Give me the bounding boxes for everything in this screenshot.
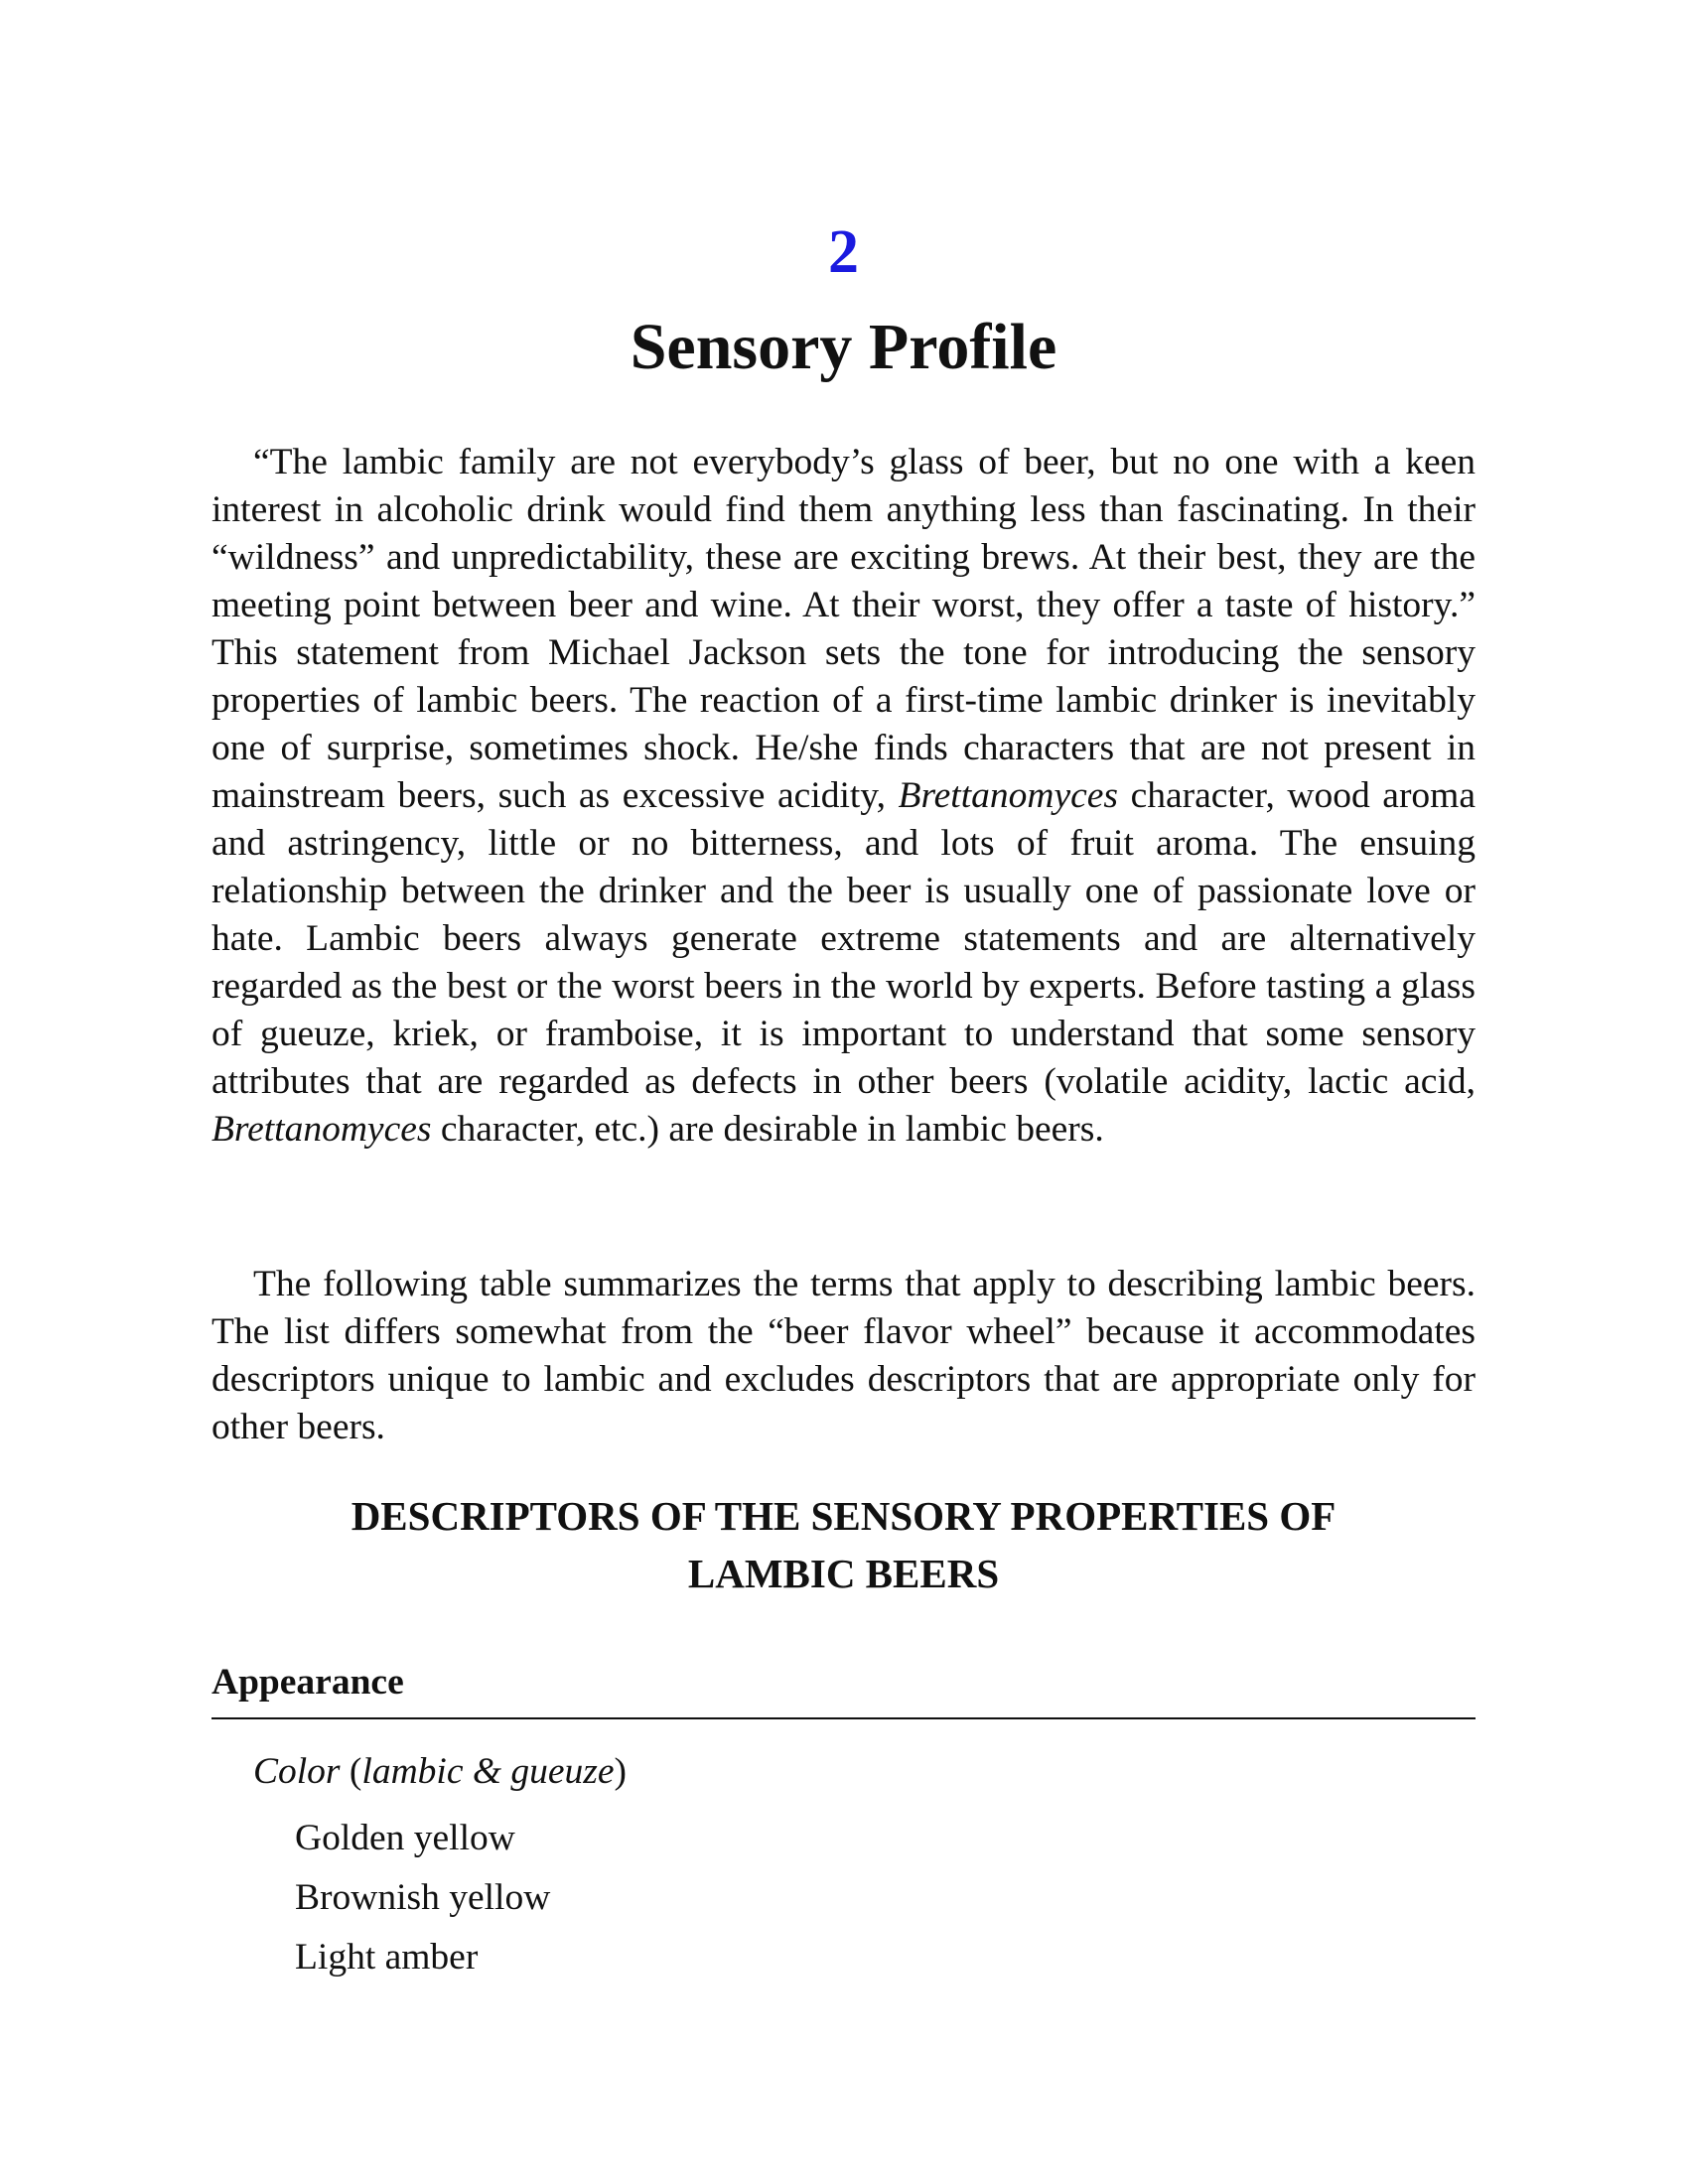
chapter-title: Sensory Profile (630, 311, 1057, 383)
list-item: Golden yellow (295, 1818, 515, 1858)
section-heading-line: LAMBIC BEERS (687, 1551, 1000, 1596)
color-descriptor-list (295, 1809, 550, 1987)
list-item: Brownish yellow (295, 1877, 551, 1918)
text-run: character, etc.) are desirable in lambic beers. (431, 1109, 1104, 1150)
table-intro-paragraph (211, 1261, 1476, 1451)
section-heading-line: DESCRIPTORS OF THE SENSORY PROPERTIES OF (351, 1493, 1336, 1539)
color-category-label (253, 1749, 627, 1795)
text-run: The following table summarizes the terms that apply to describing lambic beers. The list differs somewhat from the “beer flavor wheel” because it accommodates descriptors unique to lambic and excludes descriptors that are appropriate only for other beers. (211, 1264, 1476, 1447)
chapter-number: 2 (828, 218, 859, 286)
list-item: Light amber (295, 1937, 479, 1978)
category-name: Color (253, 1751, 341, 1792)
text-run: character, wood aroma and astringency, little or no bitterness, and lots of fruit aroma. The ensuing relationship between the drinker and the beer is usually one of passionate love or hate. Lambic beers always generate extreme statements and are alternatively regarded as the best or the worst beers in the world by experts. Before tasting a glass of gueuze, kriek, or framboise, it is important to understand that some sensory attributes that are regarded as defects in other beers (volatile acidity, lactic acid, (211, 775, 1476, 1102)
intro-paragraph (211, 439, 1476, 1154)
paren: ) (614, 1751, 628, 1792)
italic-term: Brettanomyces (898, 775, 1118, 816)
subsection-appearance-heading: Appearance (211, 1660, 1476, 1719)
category-qualifier: lambic & gueuze (361, 1751, 615, 1792)
paren: ( (340, 1751, 362, 1792)
section-heading (211, 1487, 1476, 1602)
text-run: “The lambic family are not everybody’s glass of beer, but no one with a keen interest in alcoholic drink would find them anything less than fascinating. In their “wildness” and unpredictability, these are exciting brews. At their best, they are the meeting point between beer and wine. At their worst, they offer a taste of history.” This statement from Michael Jackson sets the tone for introducing the sensory properties of lambic beers. The reaction of a first-time lambic drinker is inevitably one of surprise, sometimes shock. He/she finds characters that are not present in mainstream beers, such as excessive acidity, (211, 442, 1476, 816)
italic-term: Brettanomyces (211, 1109, 432, 1150)
